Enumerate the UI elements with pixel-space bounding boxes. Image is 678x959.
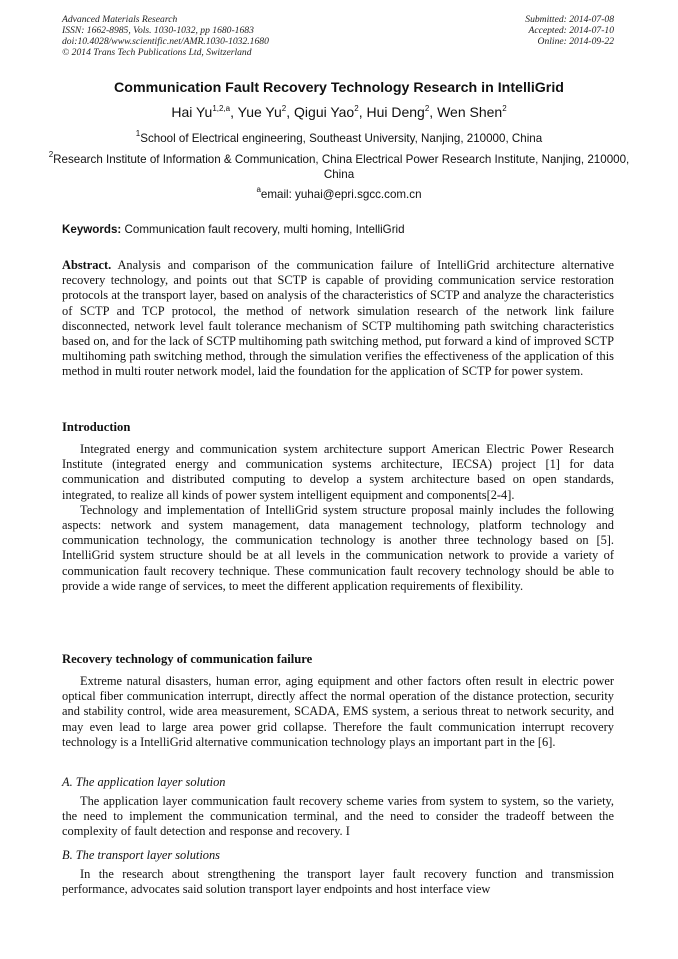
section-heading-recovery: Recovery technology of communication failure (62, 652, 313, 666)
abstract (62, 258, 614, 380)
submitted-date: Submitted: 2014-07-08 (525, 14, 614, 25)
paper-title: Communication Fault Recovery Technology Research in IntelliGrid (114, 80, 564, 96)
author-email: $^a$email: yuhai@epri.sgcc.com.cn (256, 185, 422, 201)
keywords (62, 223, 614, 236)
keywords-text: Communication fault recovery, multi homing, IntelliGrid (121, 223, 405, 236)
doi-line: doi:10.4028/www.scientific.net/AMR.1030-1032.1680 (62, 36, 269, 47)
copyright-line: © 2014 Trans Tech Publications Ltd, Switzerland (62, 47, 252, 58)
online-date: Online: 2014-09-22 (537, 36, 614, 47)
subsection-b-body (62, 867, 614, 897)
author: Yue Yu$^2$, (237, 104, 295, 120)
journal-name: Advanced Materials Research (62, 14, 178, 25)
section-heading-introduction: Introduction (62, 420, 131, 434)
author: Wen Shen$^2$ (437, 104, 507, 120)
subsection-heading-a: A. The application layer solution (62, 775, 226, 789)
journal-header-right (525, 14, 614, 47)
keywords-label: Keywords: (62, 223, 122, 236)
paragraph: Extreme natural disasters, human error, aging equipment and other factors often result in electric power optical fiber communication interrupt, directly affect the normal operation of the distance protection, security and stability control, wide area measurement, SCADA, EMS system, a serious threat to network security, and may even lead to large area power grid collapse. Therefore the fault communication interrupt recovery technology is a IntelliGrid alternative communication technology plays an important part in the [6]. (62, 674, 614, 749)
author: Hui Deng$^2$, (366, 104, 438, 120)
journal-header-left (62, 14, 269, 58)
recovery-body (62, 674, 614, 750)
paragraph: Integrated energy and communication system architecture support American Electric Power Research Institute (integrated energy and communication systems architecture, IECSA) project [1] for data communication and distributed computing to develop a system architecture based on open standards, integrated, to realize all kinds of power system intelligent equipment and components[2-4]. (62, 442, 614, 502)
subsection-a-body (62, 794, 614, 840)
author: Qigui Yao$^2$, (294, 104, 367, 120)
paragraph: Technology and implementation of IntelliGrid system structure proposal mainly includes the following aspects: network and system management, data management technology, platform technology and communication technology, the communication technology is another three technology based on [5]. IntelliGrid system structure should be at all levels in the communication network to provide a variety of communication fault recovery technique. These communication fault recovery technology should be able to provide a wide range of services, to meet the different application requirements of flexibility. (62, 502, 614, 593)
paragraph: The application layer communication fault recovery scheme varies from system to system, so the variety, the need to implement the communication terminal, and the need to consider the tradeoff between the complexity of fault detection and response and recovery. I (62, 794, 614, 839)
affiliation-2: $^2$Research Institute of Information & Communication, China Electrical Power Research Institute, Nanjing, 210000, China (48, 150, 630, 181)
author: Hai Yu$^{1,2,a}$, (171, 104, 238, 120)
subsection-heading-b: B. The transport layer solutions (62, 848, 220, 862)
paragraph: In the research about strengthening the transport layer fault recovery function and transmission performance, advocates said solution transport layer endpoints and host interface view (62, 867, 614, 897)
author-list (0, 104, 678, 120)
affiliation-1: $^1$School of Electrical engineering, Southeast University, Nanjing, 210000, China (135, 129, 543, 145)
introduction-body (62, 442, 614, 594)
abstract-label: Abstract. (62, 258, 112, 272)
accepted-date: Accepted: 2014-07-10 (528, 25, 614, 36)
issn-line: ISSN: 1662-8985, Vols. 1030-1032, pp 1680-1683 (62, 25, 254, 36)
abstract-text: Analysis and comparison of the communication failure of IntelliGrid architecture alternative recovery technology, and points out that SCTP is capable of providing communication service restoration protocols at the transport layer, based on analysis of the characteristics of SCTP and analyze the characteristics of SCTP and TCP protocol, the method of network simulation research of the network link failure disconnected, network level fault tolerance mechanism of SCTP multihoming path switching characteristics based on, and for the lack of SCTP multihoming path switching method, put forward a kind of improved SCTP multihoming path switching method, through the simulation verifies the effectiveness of the application of this method in multi router network model, laid the foundation for the application of SCTP for power system. (62, 258, 614, 379)
